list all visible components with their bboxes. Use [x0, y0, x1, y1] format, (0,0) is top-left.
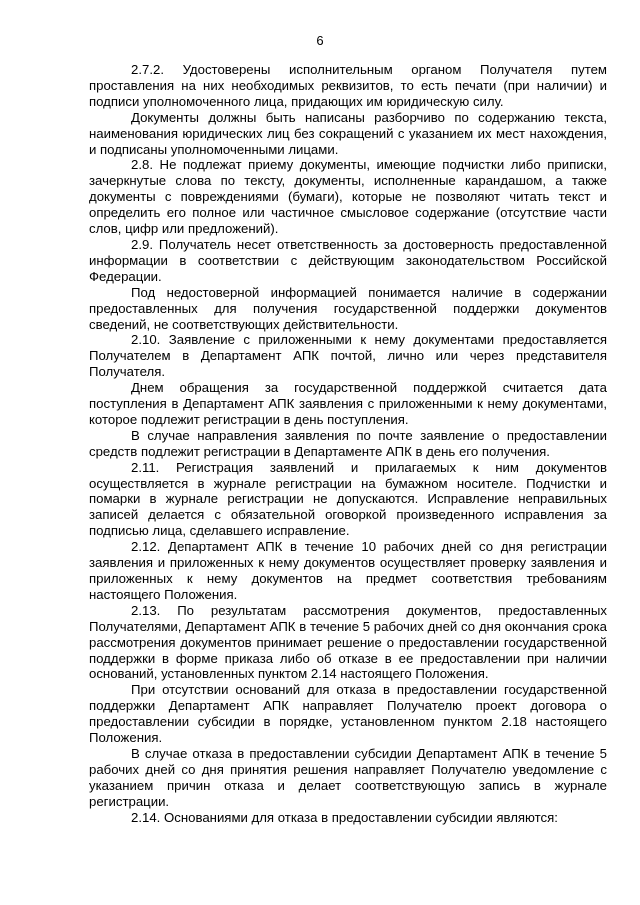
paragraph: 2.11. Регистрация заявлений и прилагаемых к ним документов осуществляется в журнале регистрации на бумажном носителе. Подчистки и помарки в журнале регистрации не допускаются. Исправление неправильных записей делается с обязательной оговоркой произведенного исправления за подписью лица, сделавшего исправление.	[89, 459, 607, 539]
paragraph: 2.10. Заявление с приложенными к нему документами предоставляется Получателем в Департамент АПК почтой, лично или через представителя Получателя.	[89, 332, 607, 380]
paragraph: В случае отказа в предоставлении субсидии Департамент АПК в течение 5 рабочих дней со дня принятия решения направляет Получателю уведомление с указанием причин отказа и делает соответствующую запись в журнале регистрации.	[89, 745, 607, 809]
document-body	[89, 62, 607, 826]
paragraph: Днем обращения за государственной поддержкой считается дата поступления в Департамент АПК заявления с приложенными к нему документами, которое подлежит регистрации в день поступления.	[89, 380, 607, 427]
paragraph: 2.9. Получатель несет ответственность за достоверность предоставленной информации в соответствии с действующим законодательством Российской Федерации.	[89, 236, 607, 284]
paragraph: В случае направления заявления по почте заявление о предоставлении средств подлежит регистрации в Департаменте АПК в день его получения.	[89, 427, 607, 459]
page-number: 6	[316, 33, 324, 48]
paragraph: Под недостоверной информацией понимается наличие в содержании предоставленных для получения государственной поддержки документов сведений, не соответствующих действительности.	[89, 284, 607, 332]
paragraph: 2.12. Департамент АПК в течение 10 рабочих дней со дня регистрации заявления и приложенных к нему документов осуществляет проверку заявления и приложенных к нему документов на предмет соответствия требованиям настоящего Положения.	[89, 539, 607, 602]
paragraph: Документы должны быть написаны разборчиво по содержанию текста, наименования юридических лиц без сокращений с указанием их мест нахождения, и подписаны уполномоченными лицами.	[89, 109, 607, 157]
paragraph: 2.14. Основаниями для отказа в предоставлении субсидии являются:	[131, 809, 558, 825]
paragraph: 2.7.2. Удостоверены исполнительным органом Получателя путем проставления на них необходимых реквизитов, то есть печати (при наличии) и подписи уполномоченного лица, придающих им юридическую силу.	[89, 62, 607, 109]
paragraph: 2.8. Не подлежат приему документы, имеющие подчистки либо приписки, зачеркнутые слова по тексту, документы, исполненные карандашом, а также документы с повреждениями (бумаги), которые не позволяют читать текст и определить его полное или частичное смысловое содержание (отсутствие части слов, цифр или предложений).	[89, 157, 607, 237]
paragraph: При отсутствии оснований для отказа в предоставлении государственной поддержки Департамент АПК направляет Получателю проект договора о предоставлении субсидии в порядке, установленном пунктом 2.18 настоящего Положения.	[89, 682, 607, 746]
paragraph: 2.13. По результатам рассмотрения документов, предоставленных Получателями, Департамент АПК в течение 5 рабочих дней со дня окончания срока рассмотрения документов принимает решение о предоставлении государственной поддержки в форме приказа либо об отказе в ее предоставлении при наличии оснований, установленных пунктом 2.14 настоящего Положения.	[89, 602, 607, 682]
